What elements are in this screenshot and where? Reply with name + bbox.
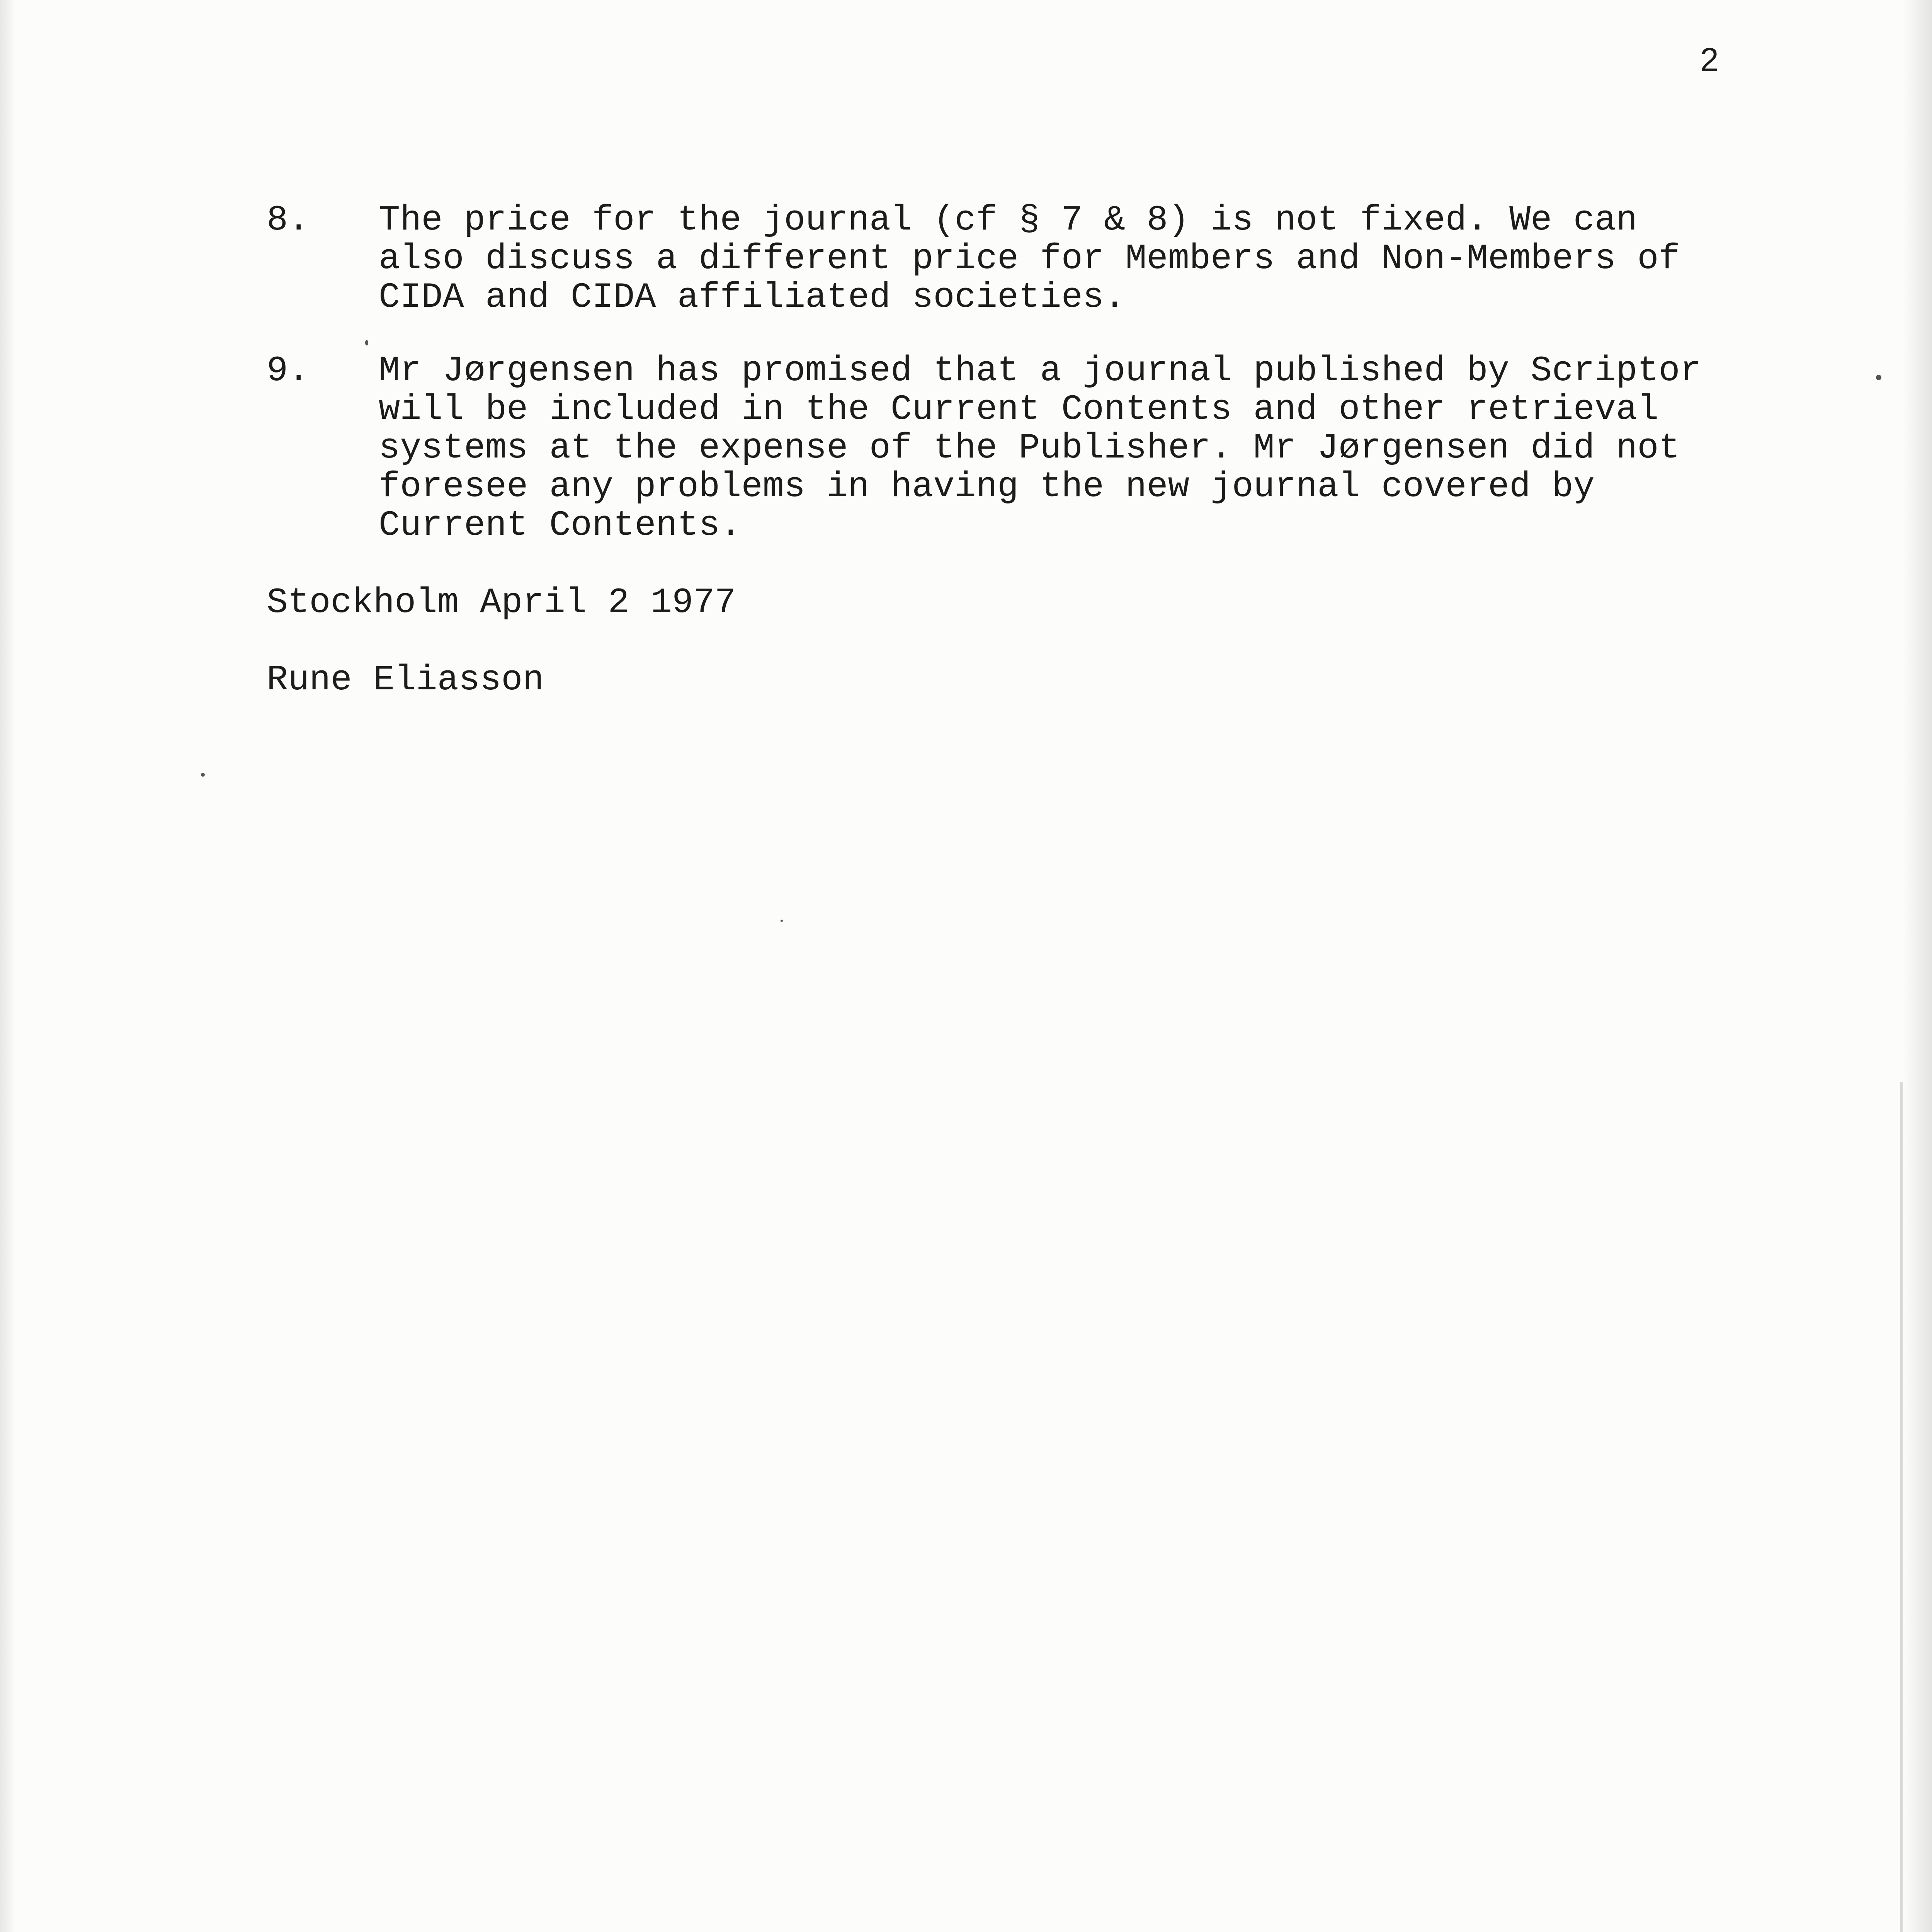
- scan-edge-left: [0, 0, 15, 1932]
- scan-speck: [201, 773, 205, 777]
- paragraph-text: The price for the journal (cf § 7 & 8) is not fixed. We can also discuss a different price for Members and Non-Members of CIDA and CIDA affiliated societies.: [379, 200, 1680, 318]
- scan-speck: [1876, 375, 1881, 380]
- paragraph-number: 8.: [267, 200, 310, 240]
- signatory-name: Rune Eliasson: [267, 660, 544, 700]
- scan-speck: [781, 920, 783, 922]
- page-number: 2: [1700, 41, 1719, 78]
- paragraph-number: 9.: [267, 350, 310, 391]
- scan-edge-right: [1903, 0, 1932, 1932]
- paragraph-text: Mr Jørgensen has promised that a journal published by Scriptor will be included in the Current Contents and other retrieval systems at the expense of the Publisher. Mr Jørgensen did not foresee any problems in having the new journal covered by Current Contents.: [379, 350, 1701, 546]
- place-and-date: Stockholm April 2 1977: [267, 582, 736, 623]
- scan-speck: [365, 340, 368, 345]
- scan-edge-right-line: [1900, 1082, 1903, 1932]
